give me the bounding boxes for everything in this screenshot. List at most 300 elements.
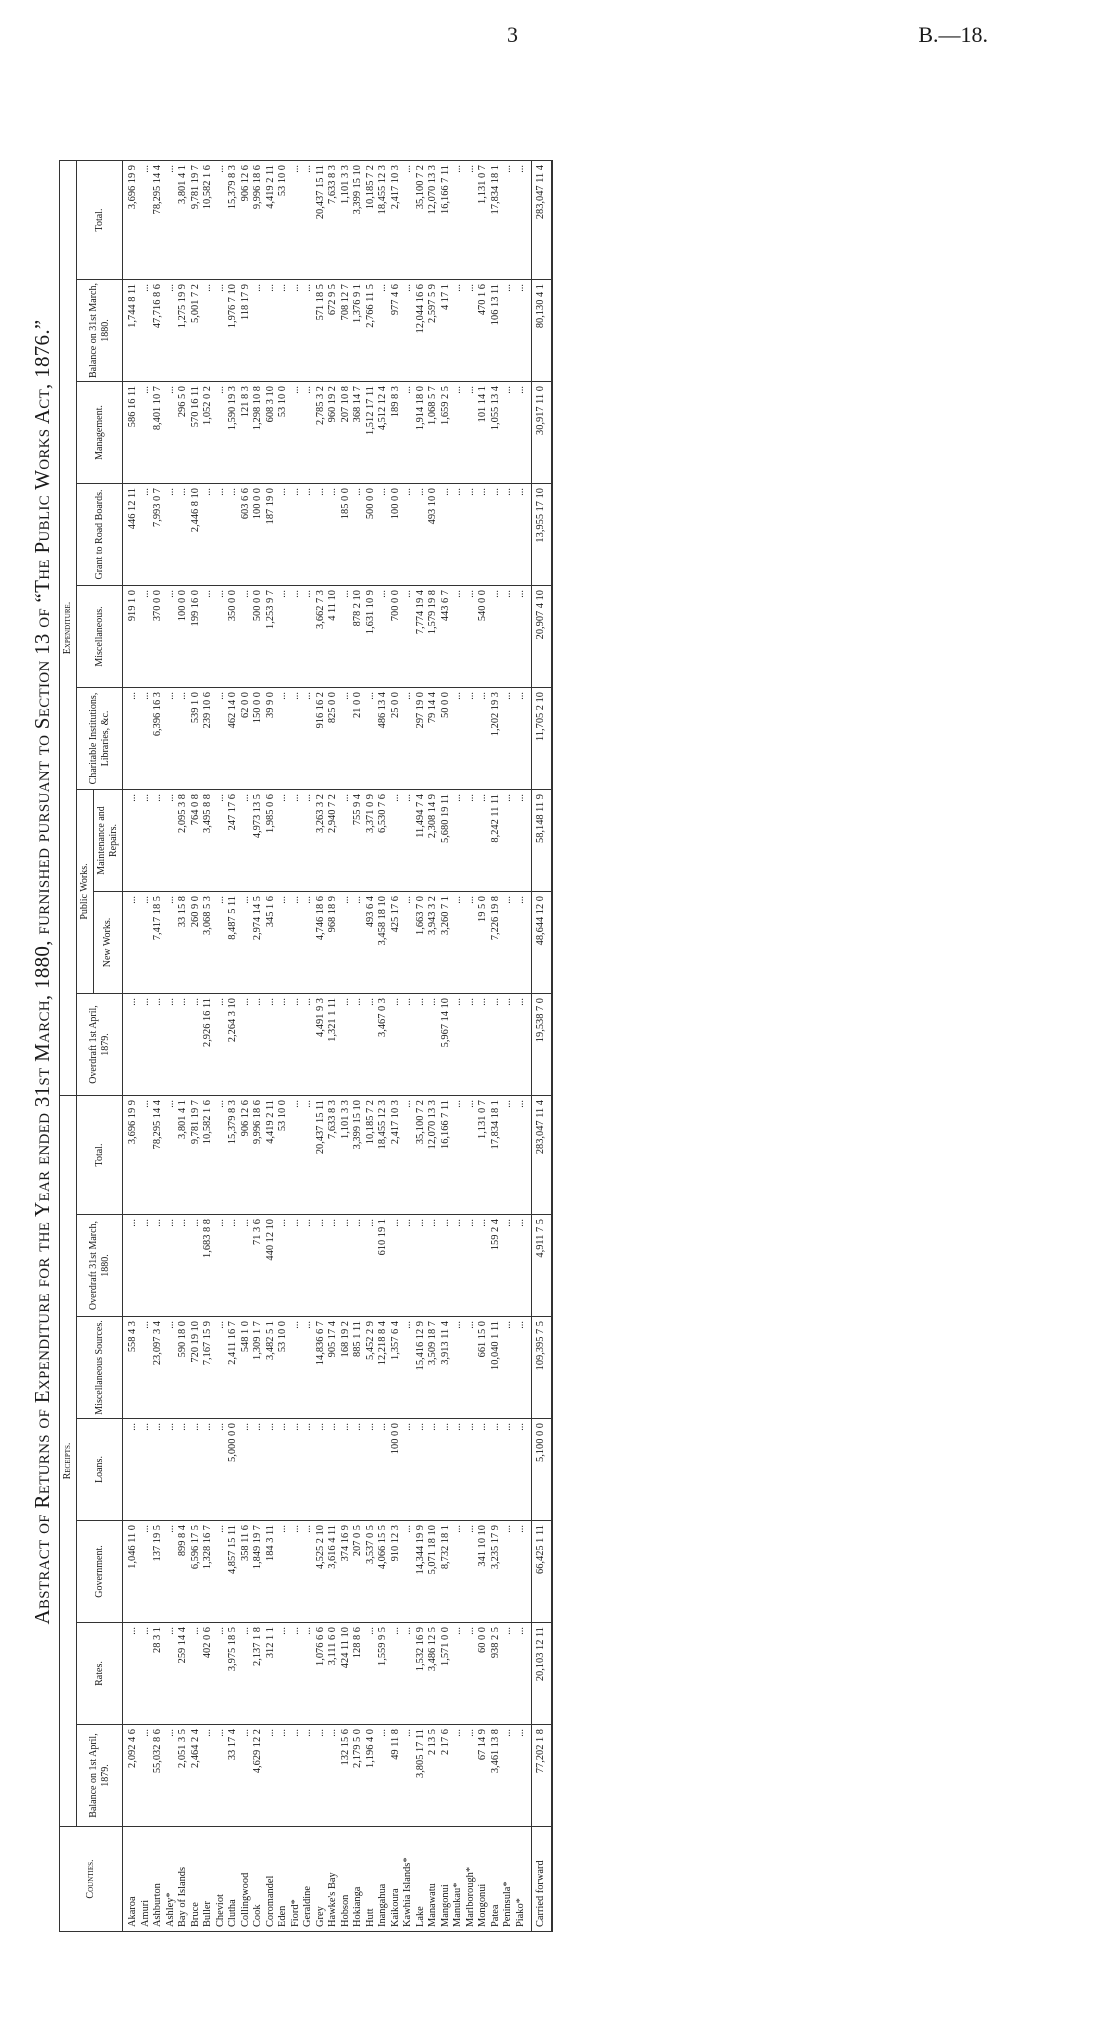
table-row bbox=[365, 161, 378, 1932]
cell-total2: 1,101 3 3 bbox=[340, 161, 353, 280]
cell-rates: 2,137 1 8 bbox=[252, 1623, 265, 1725]
cell-mgmt: 296 5 0 bbox=[177, 382, 190, 484]
cell-emisc: 199 16 0 bbox=[190, 586, 203, 688]
cell-loans: 100 0 0 bbox=[390, 1419, 403, 1521]
cell-od79: ... bbox=[427, 994, 440, 1096]
cell-maint: ... bbox=[402, 790, 415, 892]
header-management: Management. bbox=[77, 382, 123, 484]
cell-od79: ... bbox=[340, 994, 353, 1096]
cell-new: ... bbox=[302, 892, 315, 994]
cell-bal80: 80,130 4 1 bbox=[532, 280, 552, 382]
cell-od80: ... bbox=[215, 1215, 228, 1317]
cell-od79: ... bbox=[302, 994, 315, 1096]
header-total-expenditure: Total. bbox=[77, 161, 123, 280]
cell-od80: ... bbox=[452, 1215, 465, 1317]
cell-total: 9,996 18 6 bbox=[252, 1096, 265, 1215]
cell-bal: 2,464 2 4 bbox=[190, 1725, 203, 1827]
cell-new: 493 6 4 bbox=[365, 892, 378, 994]
cell-new: 2,974 14 5 bbox=[252, 892, 265, 994]
cell-od80: ... bbox=[415, 1215, 428, 1317]
cell-total2: 9,781 19 7 bbox=[190, 161, 203, 280]
cell-loans: ... bbox=[427, 1419, 440, 1521]
cell-loans: ... bbox=[465, 1419, 478, 1521]
cell-total2: 12,070 13 3 bbox=[427, 161, 440, 280]
header-maintenance: Maintenance and Repairs. bbox=[94, 790, 123, 892]
cell-total2: 10,185 7 2 bbox=[365, 161, 378, 280]
cell-bal: ... bbox=[215, 1725, 228, 1827]
cell-grant: 603 6 6 bbox=[240, 484, 253, 586]
cell-od80: ... bbox=[340, 1215, 353, 1317]
cell-county: Lake bbox=[415, 1827, 428, 1932]
cell-bal80: 12,044 16 6 bbox=[415, 280, 428, 382]
cell-emisc: 700 0 0 bbox=[390, 586, 403, 688]
cell-total: 3,696 19 9 bbox=[123, 1096, 140, 1215]
cell-od79: ... bbox=[390, 994, 403, 1096]
cell-bal: 2,179 5 0 bbox=[352, 1725, 365, 1827]
cell-bal: 1,196 4 0 bbox=[365, 1725, 378, 1827]
cell-emisc: ... bbox=[502, 586, 515, 688]
cell-char: 50 0 0 bbox=[440, 688, 453, 790]
cell-county: Kawhia Islands* bbox=[402, 1827, 415, 1932]
cell-misc: 1,309 1 7 bbox=[252, 1317, 265, 1419]
table-row bbox=[477, 161, 490, 1932]
cell-char: ... bbox=[165, 688, 178, 790]
cell-grant: ... bbox=[315, 484, 328, 586]
cell-char: ... bbox=[340, 688, 353, 790]
cell-gov: 1,849 19 7 bbox=[252, 1521, 265, 1623]
cell-total: ... bbox=[165, 1096, 178, 1215]
cell-mgmt: 2,785 3 2 bbox=[315, 382, 328, 484]
cell-misc: ... bbox=[302, 1317, 315, 1419]
cell-misc: 168 19 2 bbox=[340, 1317, 353, 1419]
cell-od79: ... bbox=[277, 994, 290, 1096]
cell-bal80: ... bbox=[515, 280, 532, 382]
cell-od80: ... bbox=[315, 1215, 328, 1317]
cell-misc: 720 19 10 bbox=[190, 1317, 203, 1419]
cell-emisc: ... bbox=[402, 586, 415, 688]
cell-misc: 10,040 1 11 bbox=[490, 1317, 503, 1419]
cell-gov: 4,066 15 5 bbox=[377, 1521, 390, 1623]
cell-mgmt: 101 14 1 bbox=[477, 382, 490, 484]
cell-grant: 185 0 0 bbox=[340, 484, 353, 586]
cell-od80: 1,683 8 8 bbox=[202, 1215, 215, 1317]
cell-gov: 5,071 18 10 bbox=[427, 1521, 440, 1623]
cell-gov: 899 8 4 bbox=[177, 1521, 190, 1623]
cell-grant: 493 10 0 bbox=[427, 484, 440, 586]
cell-county: Clutha bbox=[227, 1827, 240, 1932]
cell-total: 906 12 6 bbox=[240, 1096, 253, 1215]
table-row bbox=[515, 161, 532, 1932]
cell-grant: ... bbox=[440, 484, 453, 586]
cell-gov: 184 3 11 bbox=[265, 1521, 278, 1623]
cell-loans: ... bbox=[340, 1419, 353, 1521]
cell-total: 7,633 8 3 bbox=[327, 1096, 340, 1215]
cell-mgmt: 8,401 10 7 bbox=[152, 382, 165, 484]
cell-bal: 2 13 5 bbox=[427, 1725, 440, 1827]
cell-char: 539 1 0 bbox=[190, 688, 203, 790]
cell-loans: ... bbox=[490, 1419, 503, 1521]
cell-rates: ... bbox=[390, 1623, 403, 1725]
table-footer bbox=[532, 161, 552, 1932]
cell-bal80: 1,376 9 1 bbox=[352, 280, 365, 382]
cell-gov: ... bbox=[277, 1521, 290, 1623]
cell-loans: ... bbox=[165, 1419, 178, 1521]
cell-loans: ... bbox=[177, 1419, 190, 1521]
cell-bal: ... bbox=[202, 1725, 215, 1827]
cell-emisc: 20,907 4 10 bbox=[532, 586, 552, 688]
cell-loans: ... bbox=[402, 1419, 415, 1521]
cell-maint: ... bbox=[465, 790, 478, 892]
cell-bal80: ... bbox=[140, 280, 153, 382]
cell-bal80: 106 13 11 bbox=[490, 280, 503, 382]
cell-county: Hobson bbox=[340, 1827, 353, 1932]
cell-maint: 3,263 3 2 bbox=[315, 790, 328, 892]
cell-rates: ... bbox=[240, 1623, 253, 1725]
header-rates: Rates. bbox=[77, 1623, 123, 1725]
cell-rates: ... bbox=[190, 1623, 203, 1725]
cell-bal: 4,629 12 2 bbox=[252, 1725, 265, 1827]
cell-total2: 20,437 15 11 bbox=[315, 161, 328, 280]
cell-total2: 18,455 12 3 bbox=[377, 161, 390, 280]
cell-emisc: 878 2 10 bbox=[352, 586, 365, 688]
cell-od79: ... bbox=[352, 994, 365, 1096]
table-row bbox=[427, 161, 440, 1932]
cell-misc: 7,167 15 9 bbox=[202, 1317, 215, 1419]
cell-misc: ... bbox=[165, 1317, 178, 1419]
header-misc-sources: Miscellaneous Sources. bbox=[77, 1317, 123, 1419]
cell-rates: ... bbox=[452, 1623, 465, 1725]
cell-od79: 1,321 1 11 bbox=[327, 994, 340, 1096]
cell-od79: ... bbox=[502, 994, 515, 1096]
cell-new: ... bbox=[515, 892, 532, 994]
carried-forward-row bbox=[532, 161, 552, 1932]
cell-county: Ashley* bbox=[165, 1827, 178, 1932]
cell-mgmt: 570 16 11 bbox=[190, 382, 203, 484]
cell-bal: 33 17 4 bbox=[227, 1725, 240, 1827]
cell-od79: 2,264 3 10 bbox=[227, 994, 240, 1096]
cell-misc: 23,097 3 4 bbox=[152, 1317, 165, 1419]
cell-misc: 558 4 3 bbox=[123, 1317, 140, 1419]
cell-loans: ... bbox=[190, 1419, 203, 1521]
cell-grant: 187 19 0 bbox=[265, 484, 278, 586]
cell-loans: ... bbox=[315, 1419, 328, 1521]
cell-rates: 3,111 6 0 bbox=[327, 1623, 340, 1725]
cell-maint: ... bbox=[165, 790, 178, 892]
cell-bal80: ... bbox=[302, 280, 315, 382]
cell-gov: ... bbox=[502, 1521, 515, 1623]
cell-char: 25 0 0 bbox=[390, 688, 403, 790]
table-row bbox=[290, 161, 303, 1932]
cell-total: 10,582 1 6 bbox=[202, 1096, 215, 1215]
cell-grant: ... bbox=[140, 484, 153, 586]
cell-emisc: 919 1 0 bbox=[123, 586, 140, 688]
cell-county: Bay of Islands bbox=[177, 1827, 190, 1932]
cell-misc: 14,836 6 7 bbox=[315, 1317, 328, 1419]
cell-total: ... bbox=[402, 1096, 415, 1215]
cell-bal80: ... bbox=[215, 280, 228, 382]
cell-total2: 3,801 4 1 bbox=[177, 161, 190, 280]
cell-loans: ... bbox=[302, 1419, 315, 1521]
cell-gov: ... bbox=[302, 1521, 315, 1623]
cell-bal80: ... bbox=[502, 280, 515, 382]
cell-emisc: ... bbox=[290, 586, 303, 688]
cell-loans: ... bbox=[327, 1419, 340, 1521]
cell-total: ... bbox=[215, 1096, 228, 1215]
cell-emisc: 100 0 0 bbox=[177, 586, 190, 688]
cell-new: 8,487 5 11 bbox=[227, 892, 240, 994]
cell-bal: 49 11 8 bbox=[390, 1725, 403, 1827]
cell-bal80: 708 12 7 bbox=[340, 280, 353, 382]
cell-loans: ... bbox=[352, 1419, 365, 1521]
cell-gov: 207 0 5 bbox=[352, 1521, 365, 1623]
cell-county: Hokianga bbox=[352, 1827, 365, 1932]
cell-county: Buller bbox=[202, 1827, 215, 1932]
cell-county: Patea bbox=[490, 1827, 503, 1932]
cell-bal80: ... bbox=[402, 280, 415, 382]
cell-county: Eden bbox=[277, 1827, 290, 1932]
cell-gov: ... bbox=[165, 1521, 178, 1623]
cell-bal80: 118 17 9 bbox=[240, 280, 253, 382]
cell-rates: 1,559 9 5 bbox=[377, 1623, 390, 1725]
cell-char: ... bbox=[452, 688, 465, 790]
cell-total2: ... bbox=[302, 161, 315, 280]
cell-loans: ... bbox=[290, 1419, 303, 1521]
header-public-works: Public Works. bbox=[77, 790, 94, 994]
cell-bal80: 1,744 8 11 bbox=[123, 280, 140, 382]
cell-od80: ... bbox=[365, 1215, 378, 1317]
cell-od80: ... bbox=[302, 1215, 315, 1317]
cell-emisc: 370 0 0 bbox=[152, 586, 165, 688]
cell-od79: ... bbox=[240, 994, 253, 1096]
header-counties: Counties. bbox=[60, 1827, 123, 1932]
cell-misc: 3,913 11 4 bbox=[440, 1317, 453, 1419]
cell-total2: ... bbox=[165, 161, 178, 280]
cell-total: ... bbox=[140, 1096, 153, 1215]
cell-total2: 1,131 0 7 bbox=[477, 161, 490, 280]
cell-rates: 938 2 5 bbox=[490, 1623, 503, 1725]
cell-new: ... bbox=[465, 892, 478, 994]
cell-od79: ... bbox=[177, 994, 190, 1096]
cell-total2: 10,582 1 6 bbox=[202, 161, 215, 280]
cell-new: 3,068 5 3 bbox=[202, 892, 215, 994]
cell-misc: ... bbox=[290, 1317, 303, 1419]
cell-loans: ... bbox=[365, 1419, 378, 1521]
cell-rates: 424 11 10 bbox=[340, 1623, 353, 1725]
table-row bbox=[302, 161, 315, 1932]
cell-od80: 159 2 4 bbox=[490, 1215, 503, 1317]
cell-bal80: 672 9 5 bbox=[327, 280, 340, 382]
cell-bal80: ... bbox=[377, 280, 390, 382]
cell-od80: ... bbox=[227, 1215, 240, 1317]
cell-bal: ... bbox=[377, 1725, 390, 1827]
cell-mgmt: ... bbox=[502, 382, 515, 484]
cell-county: Mongonui bbox=[477, 1827, 490, 1932]
cell-od79: ... bbox=[265, 994, 278, 1096]
cell-maint: ... bbox=[215, 790, 228, 892]
cell-total: 10,185 7 2 bbox=[365, 1096, 378, 1215]
cell-grant: ... bbox=[465, 484, 478, 586]
cell-bal: ... bbox=[515, 1725, 532, 1827]
cell-new: ... bbox=[215, 892, 228, 994]
cell-emisc: 1,253 9 7 bbox=[265, 586, 278, 688]
cell-total: 35,100 7 2 bbox=[415, 1096, 428, 1215]
cell-new: 1,663 7 0 bbox=[415, 892, 428, 994]
cell-mgmt: ... bbox=[302, 382, 315, 484]
cell-maint: 3,495 8 8 bbox=[202, 790, 215, 892]
table-row bbox=[177, 161, 190, 1932]
cell-mgmt: 189 8 3 bbox=[390, 382, 403, 484]
cell-total2: 17,834 18 1 bbox=[490, 161, 503, 280]
cell-grant: ... bbox=[165, 484, 178, 586]
cell-misc: 1,357 6 4 bbox=[390, 1317, 403, 1419]
cell-emisc: ... bbox=[277, 586, 290, 688]
cell-char: ... bbox=[465, 688, 478, 790]
cell-bal80: 1,976 7 10 bbox=[227, 280, 240, 382]
cell-county: Amuri bbox=[140, 1827, 153, 1932]
cell-gov: 137 19 5 bbox=[152, 1521, 165, 1623]
cell-od79: ... bbox=[490, 994, 503, 1096]
cell-od80: ... bbox=[277, 1215, 290, 1317]
cell-maint: 755 9 4 bbox=[352, 790, 365, 892]
cell-gov: 1,328 16 7 bbox=[202, 1521, 215, 1623]
cell-rates: 60 0 0 bbox=[477, 1623, 490, 1725]
cell-rates: ... bbox=[402, 1623, 415, 1725]
cell-county: Manawatu bbox=[427, 1827, 440, 1932]
cell-county: Ashburton bbox=[152, 1827, 165, 1932]
cell-bal: 132 15 6 bbox=[340, 1725, 353, 1827]
cell-bal: 55,032 8 6 bbox=[152, 1725, 165, 1827]
cell-maint: ... bbox=[390, 790, 403, 892]
cell-bal80: 47,716 8 6 bbox=[152, 280, 165, 382]
cell-od79: ... bbox=[123, 994, 140, 1096]
cell-county: Mangonui bbox=[440, 1827, 453, 1932]
cell-mgmt: 1,052 0 2 bbox=[202, 382, 215, 484]
cell-misc: ... bbox=[452, 1317, 465, 1419]
cell-county: Cheviot bbox=[215, 1827, 228, 1932]
cell-emisc: ... bbox=[240, 586, 253, 688]
cell-total: 3,801 4 1 bbox=[177, 1096, 190, 1215]
cell-bal80: ... bbox=[465, 280, 478, 382]
cell-total: 283,047 11 4 bbox=[532, 1096, 552, 1215]
cell-county: Kaikoura bbox=[390, 1827, 403, 1932]
table-row bbox=[227, 161, 240, 1932]
header-expenditure: Expenditure. bbox=[60, 161, 77, 1096]
table-row bbox=[123, 161, 140, 1932]
cell-rates: ... bbox=[215, 1623, 228, 1725]
cell-bal: ... bbox=[402, 1725, 415, 1827]
cell-new: 7,417 18 5 bbox=[152, 892, 165, 994]
cell-misc: ... bbox=[215, 1317, 228, 1419]
cell-new: ... bbox=[240, 892, 253, 994]
cell-char: 6,396 16 3 bbox=[152, 688, 165, 790]
cell-grant: ... bbox=[302, 484, 315, 586]
cell-total: 12,070 13 3 bbox=[427, 1096, 440, 1215]
cell-total2: ... bbox=[502, 161, 515, 280]
cell-maint: 2,940 7 2 bbox=[327, 790, 340, 892]
cell-maint: 11,494 7 4 bbox=[415, 790, 428, 892]
cell-mgmt: 207 10 8 bbox=[340, 382, 353, 484]
cell-gov: 6,596 17 5 bbox=[190, 1521, 203, 1623]
cell-char: ... bbox=[123, 688, 140, 790]
cell-mgmt: 1,055 13 4 bbox=[490, 382, 503, 484]
cell-emisc: ... bbox=[165, 586, 178, 688]
cell-total: 15,379 8 3 bbox=[227, 1096, 240, 1215]
cell-bal: ... bbox=[315, 1725, 328, 1827]
table-row bbox=[252, 161, 265, 1932]
cell-char: 239 10 6 bbox=[202, 688, 215, 790]
cell-new: 7,226 19 8 bbox=[490, 892, 503, 994]
cell-mgmt: ... bbox=[402, 382, 415, 484]
cell-gov: 3,616 4 11 bbox=[327, 1521, 340, 1623]
cell-maint: ... bbox=[515, 790, 532, 892]
cell-loans: ... bbox=[140, 1419, 153, 1521]
cell-total2: ... bbox=[140, 161, 153, 280]
cell-mgmt: ... bbox=[290, 382, 303, 484]
cell-grant: ... bbox=[352, 484, 365, 586]
header-new-works: New Works. bbox=[94, 892, 123, 994]
cell-maint: ... bbox=[240, 790, 253, 892]
cell-maint: 2,095 3 8 bbox=[177, 790, 190, 892]
cell-maint: ... bbox=[302, 790, 315, 892]
cell-total: 16,166 7 11 bbox=[440, 1096, 453, 1215]
cell-gov: ... bbox=[515, 1521, 532, 1623]
cell-bal: ... bbox=[302, 1725, 315, 1827]
cell-mgmt: ... bbox=[515, 382, 532, 484]
cell-loans: ... bbox=[477, 1419, 490, 1521]
cell-loans: ... bbox=[152, 1419, 165, 1521]
cell-county: Collingwood bbox=[240, 1827, 253, 1932]
cell-od80: ... bbox=[140, 1215, 153, 1317]
cell-bal: ... bbox=[465, 1725, 478, 1827]
cell-mgmt: 1,298 10 8 bbox=[252, 382, 265, 484]
cell-emisc: ... bbox=[377, 586, 390, 688]
cell-bal: 77,202 1 8 bbox=[532, 1725, 552, 1827]
table-row bbox=[265, 161, 278, 1932]
cell-new: 968 18 9 bbox=[327, 892, 340, 994]
cell-misc: 905 17 4 bbox=[327, 1317, 340, 1419]
cell-loans: ... bbox=[252, 1419, 265, 1521]
cell-gov: 910 12 3 bbox=[390, 1521, 403, 1623]
cell-od79: 4,491 9 3 bbox=[315, 994, 328, 1096]
cell-maint: 764 0 8 bbox=[190, 790, 203, 892]
cell-county: Fiord* bbox=[290, 1827, 303, 1932]
cell-loans: ... bbox=[415, 1419, 428, 1521]
cell-grant: 7,993 0 7 bbox=[152, 484, 165, 586]
cell-new: 19 5 0 bbox=[477, 892, 490, 994]
cell-loans: ... bbox=[123, 1419, 140, 1521]
cell-od79: ... bbox=[165, 994, 178, 1096]
cell-county: Cook bbox=[252, 1827, 265, 1932]
table-row bbox=[215, 161, 228, 1932]
cell-od79: 2,926 16 11 bbox=[202, 994, 215, 1096]
cell-emisc: ... bbox=[515, 586, 532, 688]
table-body bbox=[123, 161, 532, 1932]
cell-char: 62 0 0 bbox=[240, 688, 253, 790]
table-row bbox=[490, 161, 503, 1932]
table-row bbox=[165, 161, 178, 1932]
cell-new: ... bbox=[502, 892, 515, 994]
cell-od79: ... bbox=[290, 994, 303, 1096]
cell-mgmt: 1,659 2 5 bbox=[440, 382, 453, 484]
cell-loans: ... bbox=[452, 1419, 465, 1521]
cell-emisc: 500 0 0 bbox=[252, 586, 265, 688]
cell-mgmt: 121 8 3 bbox=[240, 382, 253, 484]
cell-bal: ... bbox=[277, 1725, 290, 1827]
cell-mgmt: ... bbox=[140, 382, 153, 484]
cell-rates: ... bbox=[365, 1623, 378, 1725]
cell-od80: ... bbox=[352, 1215, 365, 1317]
cell-od80: ... bbox=[402, 1215, 415, 1317]
